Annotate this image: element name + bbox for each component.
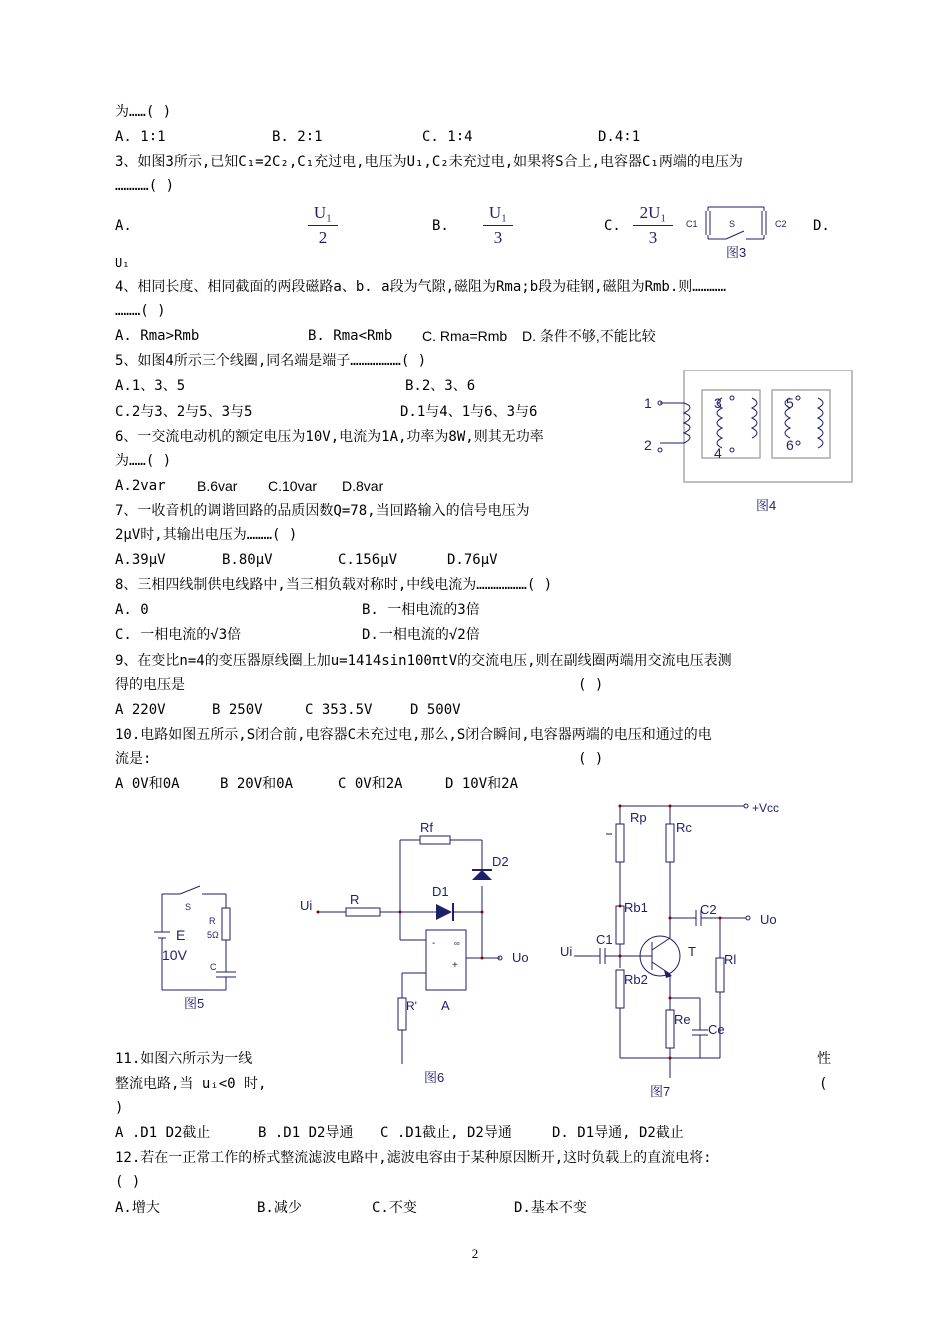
figure-4-coils <box>640 370 860 520</box>
q3-option-c: C. <box>604 218 621 234</box>
q4-question-cont: ………( ) <box>115 303 166 319</box>
q3-fraction-b: U₁ 3 <box>483 203 513 248</box>
q9-option-c: C 353.5V <box>305 702 373 718</box>
svg-text:C2: C2 <box>775 219 787 229</box>
q6-question: 6、一交流电动机的额定电压为10V,电流为1A,功率为8W,则其无功率 <box>115 429 544 445</box>
q9-option-b: B 250V <box>212 702 263 718</box>
svg-text:图6: 图6 <box>424 1070 445 1085</box>
q10-option-d: D 10V和2A <box>445 776 519 792</box>
q11-question: 11.如图六所示为一线 <box>115 1051 253 1067</box>
q11-question-cont: 整流电路,当 uᵢ<0 时, <box>115 1076 267 1092</box>
q3-question: 3、如图3所示,已知C₁=2C₂,C₁充过电,电压为U₁,C₂未充过电,如果将S合上,电容器C₁两端的电压为 <box>115 154 743 170</box>
q8-option-b: B. 一相电流的3倍 <box>362 602 480 618</box>
q7-question-cont: 2μV时,其输出电压为………( ) <box>115 527 298 543</box>
q12-option-b: B.减少 <box>257 1200 302 1216</box>
q10-question-cont: 流是: <box>115 751 152 767</box>
svg-text:D1: D1 <box>432 884 449 899</box>
svg-text:6: 6 <box>786 437 794 453</box>
figure-3-capacitor-circuit <box>682 205 802 263</box>
q8-option-a: A. 0 <box>115 602 149 618</box>
svg-text:R: R <box>350 892 360 907</box>
figure-6-precision-rectifier <box>296 818 546 1088</box>
q4-question: 4、相同长度、相同截面的两段磁路a、b. a段为气隙,磁阻为Rma;b段为硅钢,磁阻为Rmb.则………… <box>115 279 727 295</box>
svg-text:10V: 10V <box>162 947 187 963</box>
svg-text:Ui: Ui <box>300 898 313 913</box>
q4-option-d: D. 条件不够,不能比较 <box>522 328 656 344</box>
q10-answer-blank: ( ) <box>578 751 604 767</box>
q9-option-a: A 220V <box>115 702 166 718</box>
q7-option-b: B.80μV <box>222 552 273 568</box>
svg-text:5: 5 <box>786 395 794 411</box>
figure-7-amplifier-circuit <box>556 798 796 1102</box>
q4-option-c: C. Rma=Rmb <box>422 328 508 344</box>
svg-text:3: 3 <box>714 395 722 411</box>
svg-text:∞: ∞ <box>454 939 460 948</box>
q3-fraction-c: 2U₁ 3 <box>633 203 673 248</box>
q6-option-b: B.6var <box>197 478 238 494</box>
svg-text:2: 2 <box>644 437 652 453</box>
q2-option-d: D.4∶1 <box>598 129 641 145</box>
q5-option-c: C.2与3、2与5、3与5 <box>115 404 253 420</box>
q11-option-a: A .D1 D2截止 <box>115 1125 211 1141</box>
q2-option-a: A. 1∶1 <box>115 129 166 145</box>
svg-text:图5: 图5 <box>184 996 205 1011</box>
svg-text:Rc: Rc <box>676 820 692 835</box>
q3-option-a: A. <box>115 218 132 234</box>
q10-option-b: B 20V和0A <box>220 776 294 792</box>
q3-option-d: D. <box>813 218 830 234</box>
q6-option-a: A.2var <box>115 478 166 494</box>
q9-option-d: D 500V <box>410 702 461 718</box>
q12-answer-blank: ( ) <box>115 1174 141 1190</box>
q7-option-a: A.39μV <box>115 552 166 568</box>
q11-option-c: C .D1截止, D2导通 <box>380 1125 512 1141</box>
q3-option-d-value: U₁ <box>115 256 130 270</box>
svg-text:图4: 图4 <box>756 498 777 513</box>
q6-option-d: D.8var <box>342 478 384 494</box>
svg-text:R: R <box>209 916 216 926</box>
svg-text:S: S <box>729 219 736 229</box>
svg-text:Ce: Ce <box>708 1022 725 1037</box>
q8-question: 8、三相四线制供电线路中,当三相负载对称时,中线电流为………………( ) <box>115 577 553 593</box>
page-number: 2 <box>471 1246 479 1261</box>
q3-question-cont: …………( ) <box>115 178 175 194</box>
q2-option-b: B. 2∶1 <box>272 129 323 145</box>
q11-answer-blank-close: ) <box>115 1100 124 1116</box>
svg-text:+: + <box>452 960 458 971</box>
q12-option-c: C.不变 <box>372 1200 417 1216</box>
svg-text:Rb2: Rb2 <box>624 972 648 987</box>
q12-question: 12.若在一正常工作的桥式整流滤波电路中,滤波电容由于某种原因断开,这时负载上的直流电将: <box>115 1150 712 1166</box>
svg-text:Uo: Uo <box>760 912 777 927</box>
q12-option-d: D.基本不变 <box>514 1200 587 1216</box>
svg-text:E: E <box>176 927 186 943</box>
q6-question-cont: 为……( ) <box>115 453 172 469</box>
q9-answer-blank: ( ) <box>578 677 604 693</box>
svg-text:R': R' <box>406 999 417 1013</box>
svg-text:Re: Re <box>674 1012 691 1027</box>
svg-text:图7: 图7 <box>650 1084 671 1099</box>
q10-question: 10.电路如图五所示,S闭合前,电容器C未充过电,那么,S闭合瞬间,电容器两端的电压和通过的电 <box>115 727 712 743</box>
svg-text:4: 4 <box>714 445 722 461</box>
svg-text:C1: C1 <box>596 932 613 947</box>
q11-option-d: D. D1导通, D2截止 <box>552 1125 684 1141</box>
q3-option-b: B. <box>432 218 449 234</box>
svg-text:C1: C1 <box>686 219 698 229</box>
q7-option-c: C.156μV <box>338 552 398 568</box>
q5-question: 5、如图4所示三个线圈,同名端是端子………………( ) <box>115 353 427 369</box>
svg-text:D2: D2 <box>492 854 509 869</box>
svg-text:Rb1: Rb1 <box>624 900 648 915</box>
q5-option-a: A.1、3、5 <box>115 378 186 394</box>
q9-question: 9、在变比n=4的变压器原线圈上加u=1414sin100πtV的交流电压,则在副线圈两端用交流电压表测 <box>115 653 732 669</box>
q11-option-b: B .D1 D2导通 <box>258 1125 354 1141</box>
svg-text:Ui: Ui <box>560 944 573 959</box>
svg-text:Uo: Uo <box>512 950 529 965</box>
q4-option-a: A. Rma>Rmb <box>115 328 200 344</box>
svg-text:Rl: Rl <box>724 952 737 967</box>
q12-option-a: A.增大 <box>115 1200 160 1216</box>
svg-text:T: T <box>688 944 696 959</box>
svg-text:C: C <box>210 962 217 972</box>
q10-option-c: C 0V和2A <box>338 776 403 792</box>
svg-text:Rp: Rp <box>630 810 647 825</box>
q6-option-c: C.10var <box>268 478 318 494</box>
q7-question: 7、一收音机的调谐回路的品质因数Q=78,当回路输入的信号电压为 <box>115 503 530 519</box>
q5-option-b: B.2、3、6 <box>405 378 476 394</box>
q8-option-d: D.一相电流的√2倍 <box>362 627 480 643</box>
q7-option-d: D.76μV <box>447 552 498 568</box>
q2-text: 为……( ) <box>115 104 172 120</box>
q2-option-c: C. 1∶4 <box>422 129 473 145</box>
q11-question-end: 性 <box>817 1051 831 1067</box>
q10-option-a: A 0V和0A <box>115 776 180 792</box>
q5-option-d: D.1与4、1与6、3与6 <box>400 404 538 420</box>
svg-text:C2: C2 <box>700 902 717 917</box>
svg-text:5Ω: 5Ω <box>207 930 219 940</box>
svg-text:Rf: Rf <box>420 820 433 835</box>
q8-option-c: C. 一相电流的√3倍 <box>115 627 242 643</box>
figure-5-rc-circuit <box>150 880 240 1015</box>
q4-option-b: B. Rma<Rmb <box>308 328 393 344</box>
q11-answer-blank-open: ( <box>819 1076 828 1092</box>
svg-text:A: A <box>441 998 450 1013</box>
svg-text:+Vcc: +Vcc <box>752 801 780 815</box>
svg-text:S: S <box>185 902 192 912</box>
q3-fraction-a: U₁ 2 <box>308 203 338 248</box>
svg-text:图3: 图3 <box>726 245 747 260</box>
svg-text:1: 1 <box>644 395 652 411</box>
q9-question-cont: 得的电压是 <box>115 677 185 693</box>
svg-text:-: - <box>432 938 436 949</box>
